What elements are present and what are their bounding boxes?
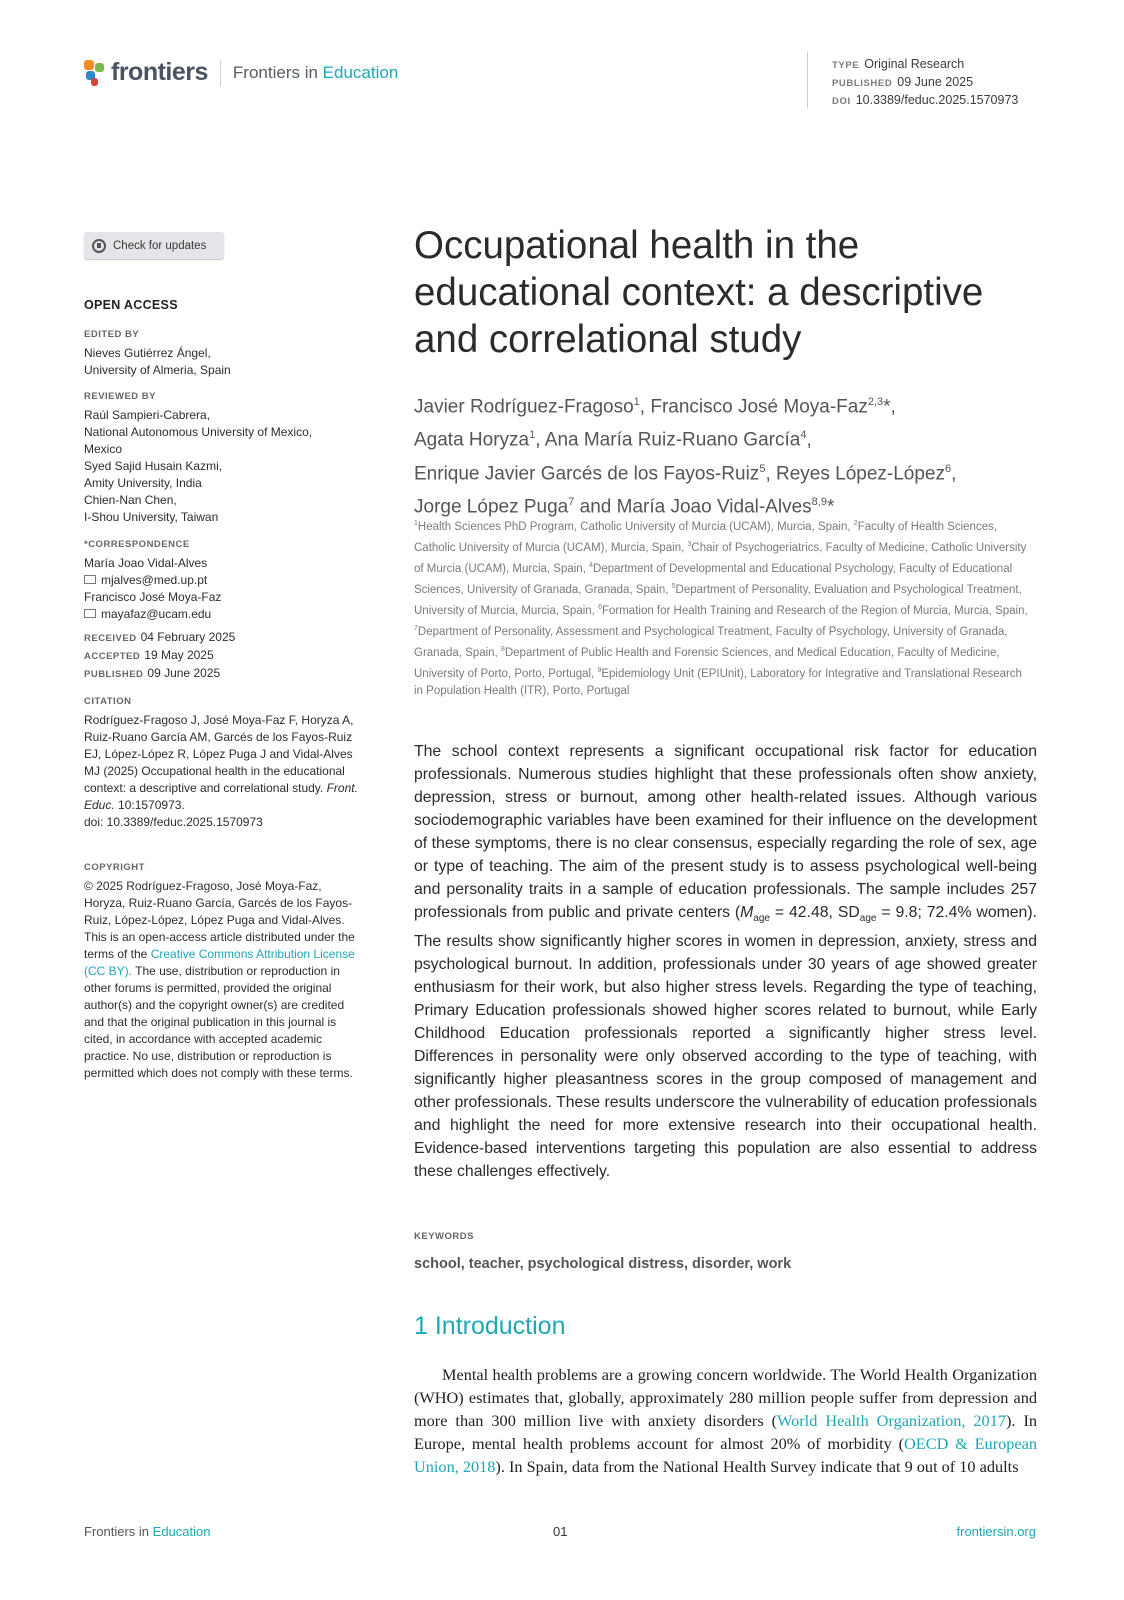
open-access-label: OPEN ACCESS (84, 298, 178, 312)
article-type: Original Research (864, 57, 965, 71)
header-divider (220, 60, 221, 86)
reference-link-oecd[interactable]: OECD & European Union, 2018 (414, 1434, 1037, 1476)
keywords-label: KEYWORDS (414, 1231, 474, 1242)
correspondence-section: *CORRESPONDENCE María Joao Vidal-Alves mjalves@med.up.pt Francisco José Moya-Faz mayafaz@ucam.edu (84, 536, 366, 623)
email-link-1[interactable]: mjalves@med.up.pt (84, 572, 366, 589)
doi-link[interactable]: 10.3389/feduc.2025.1570973 (855, 93, 1019, 107)
meta-divider (807, 52, 808, 108)
email-link-2[interactable]: mayafaz@ucam.edu (84, 606, 366, 623)
edited-by-section: EDITED BY Nieves Gutiérrez Ángel, University of Almeria, Spain (84, 329, 231, 377)
footer-site-link[interactable]: frontiersin.org (956, 1524, 1036, 1539)
citation-section: CITATION Rodríguez-Fragoso J, José Moya-Faz F, Horyza A, Ruiz-Ruano García AM, Garcés de los Fayos-Ruiz EJ, López-López R, López Puga J and Vidal-Alves MJ (2025) Occupational health in the educational context: a descriptive and correlational study. Front. Educ. 10:1570973. doi: 10.3389/feduc.2025.1570973 (84, 696, 358, 829)
introduction-paragraph: Mental health problems are a growing concern worldwide. The World Health Organization (WHO) estimates that, globally, approximately 280 million people suffer from depression and more than 300 million live with anxiety disorders (World Health Organization, 2017). In Europe, mental health problems account for almost 20% of morbidity (OECD & European Union, 2018). In Spain, data from the National Health Survey indicate that 9 out of 10 adults (414, 1365, 1038, 1476)
reference-link-who[interactable]: World Health Organization, 2017 (777, 1411, 1006, 1430)
article-meta: TYPE Original Research PUBLISHED 09 June 2025 DOI 10.3389/feduc.2025.1570973 (832, 57, 1019, 107)
bookmark-icon (92, 239, 106, 253)
journal-name: Frontiers in Education (232, 62, 399, 82)
publish-date: 09 June 2025 (897, 75, 974, 89)
check-for-updates-button[interactable]: Check for updates (84, 232, 224, 259)
frontiers-logo[interactable] (84, 58, 398, 87)
affiliations: $^1$Health Sciences PhD Program, Catholic University of Murcia (UCAM), Murcia, Spain, $^2$Faculty of Health Sciences, Catholic University of Murcia (UCAM), Murcia, Spain, $^3$Chair of Psychogeriatrics, Faculty of Medicine, Catholic University of Murcia (UCAM), Murcia, Spain, $^4$Department of Developmental and Educational Psychology, Faculty of Educational Sciences, University of Granada, Granada, Spain, $^5$Department of Personality, Evaluation and Psychological Treatment, University of Murcia, Murcia, Spain, $^6$Formation for Health Training and Research of the Region of Murcia, Murcia, Spain, $^7$Department of Personality, Assessment and Psychological Treatment, Faculty of Psychology, University of Granada, Granada, Spain, $^8$Department of Public Health and Forensic Sciences, and Medical Education, Faculty of Medicine, University of Porto, Porto, Portugal, $^9$Epidemiology Unit (EPIUnit), Laboratory for Integrative and Translational Research in Population Health (ITR), Porto, Portugal (414, 520, 1028, 698)
copyright-section: COPYRIGHT © 2025 Rodríguez-Fragoso, José Moya-Faz, Horyza, Ruiz-Ruano García, Garcés de los Fayos-Ruiz, López-López, López Puga and Vidal-Alves. This is an open-access article distributed under the terms of the Creative Commons Attribution License (CC BY). The use, distribution or reproduction in other forums is permitted, provided the original author(s) and the copyright owner(s) are credited and that the original publication in this journal is cited, in accordance with accepted academic practice. No use, distribution or reproduction is permitted which does not comply with these terms. (84, 862, 355, 1080)
brand-name: frontiers (111, 58, 208, 86)
envelope-icon (84, 575, 96, 584)
abstract: The school context represents a significant occupational risk factor for education professionals. Numerous studies highlight that these professionals often show anxiety, depression, stress or burnout, among other health-related issues. Although various sociodemographic variables have been examined for their influence on the development of these symptoms, there is no clear consensus, especially regarding the role of sex, age or type of teaching. The aim of the present study is to assess psychological well-being and personality traits in a sample of education professionals. The sample includes 257 professionals from public and private centers ($M_{age} = 42.48$, $SD_{age} = 9.8$; 72.4% women). The results show significantly higher scores in women in depression, anxiety, stress and psychological burnout. In addition, professionals under 30 years of age showed greater enthusiasm for their work, but also higher stress levels. Regarding the type of teaching, Primary Education professionals showed higher scores related to burnout, while Early Childhood Education professionals reported a significantly higher stress level. Differences in personality were only observed according to the type of teaching, with significantly higher pleasantness scores in the group composed of management and other professionals. These results underscore the vulnerability of education professionals and highlight the need for more extensive research into their occupational health. Evidence-based interventions targeting this population are also essential to address these challenges effectively. (414, 743, 1037, 1181)
footer-journal: Frontiers in Education (84, 1524, 211, 1539)
license-link[interactable]: Creative Commons Attribution License (CC BY). (84, 947, 355, 978)
page-number: 01 (553, 1524, 568, 1539)
frontiers-logo-icon (84, 60, 106, 86)
dates-section: RECEIVED 04 February 2025 ACCEPTED 19 May 2025 PUBLISHED 09 June 2025 (84, 630, 236, 680)
author-list: Javier Rodríguez-Fragoso$^1$, Francisco José Moya-Faz$^{2,3}$*, Agata Horyza$^1$, Ana María Ruiz-Ruano García$^4$, Enrique Javier Garcés de los Fayos-Ruiz$^5$, Reyes López-López$^6$, Jorge López Puga$^7$ and María Joao Vidal-Alves$^{8,9}$* (414, 396, 957, 518)
reviewed-by-section: REVIEWED BY Raúl Sampieri-Cabrera, National Autonomous University of Mexico, Mexico Syed Sajid Husain Kazmi, Amity University, India Chien-Nan Chen, I-Shou University, Taiwan (84, 391, 313, 524)
article-title: Occupational health in the educational context: a descriptive and correlational study (414, 224, 984, 361)
keywords: school, teacher, psychological distress, disorder, work (414, 1256, 792, 1272)
section-heading-introduction: 1 Introduction (414, 1312, 566, 1340)
envelope-icon (84, 609, 96, 618)
